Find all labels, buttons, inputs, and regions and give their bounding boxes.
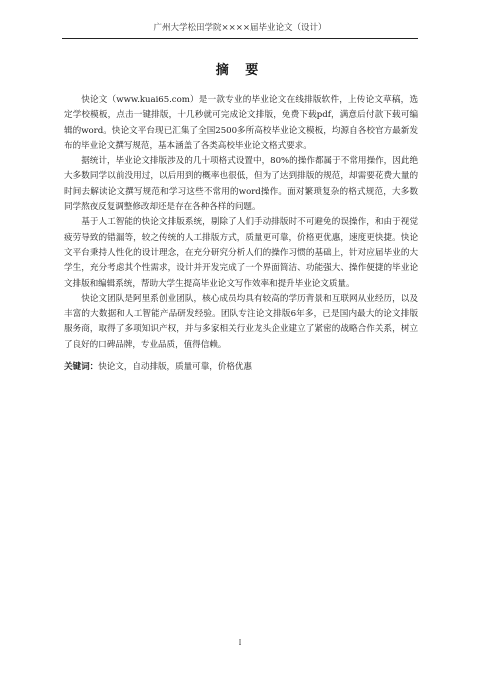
page-number: I	[238, 639, 242, 647]
keywords-line	[64, 360, 418, 375]
running-header: 广州大学松田学院××××届毕业论文（设计）	[153, 23, 327, 33]
abstract-title: 摘 要	[215, 63, 265, 78]
keywords-value: 快论文，自动排版，质量可靠，价格优惠	[98, 362, 252, 373]
abstract-paragraph-2: 据统计，毕业论文排版涉及的几十项格式设置中，80%的操作都属于不常用操作，因此绝大多数同学以前没用过，以后用到的概率也很低，但为了达到排版的规范，却需要花费大量的时间去解读论文撰写规范和学习这些不常用的word操作。面对繁琐复杂的格式规范，大多数同学熬夜反复调整修改却还是存在各种各样的问题。	[64, 156, 418, 213]
keywords-label: 关键词：	[64, 362, 99, 373]
abstract-paragraph-1: 快论文（www.kuai65.com）是一款专业的毕业论文在线排版软件，上传论文草稿，选定学校模板，点击一键排版，十几秒就可完成论文排版，免费下载pdf，满意后付款下载可编辑的word。快论文平台现已汇集了全国2500多所高校毕业论文模板，均源自各校官方最新发布的毕业论文撰写规范，基本涵盖了各类高校毕业论文格式要求。	[64, 95, 418, 151]
abstract-paragraph-4: 快论文团队是阿里系创业团队，核心成员均具有较高的学历背景和互联网从业经历，以及丰富的大数据和人工智能产品研发经验。团队专注论文排版6年多，已是国内最大的论文排版服务商，取得了多项知识产权，并与多家相关行业龙头企业建立了紧密的战略合作关系，树立了良好的口碑品牌，专业品质，值得信赖。	[64, 293, 418, 350]
header-rule	[62, 38, 418, 39]
abstract-paragraph-3: 基于人工智能的快论文排版系统，剔除了人们手动排版时不可避免的误操作，和由于视觉疲劳导致的错漏等，较之传统的人工排版方式，质量更可靠，价格更优惠，速度更快捷。快论文平台秉持人性化的设计理念，在充分研究分析人们的操作习惯的基础上，针对应届毕业的大学生，充分考虑其个性需求，设计并开发完成了一个界面简洁、功能强大、操作便捷的毕业论文排版和编辑系统，帮助大学生提高毕业论文写作效率和提升毕业论文质量。	[64, 217, 418, 289]
abstract-body	[64, 93, 418, 375]
